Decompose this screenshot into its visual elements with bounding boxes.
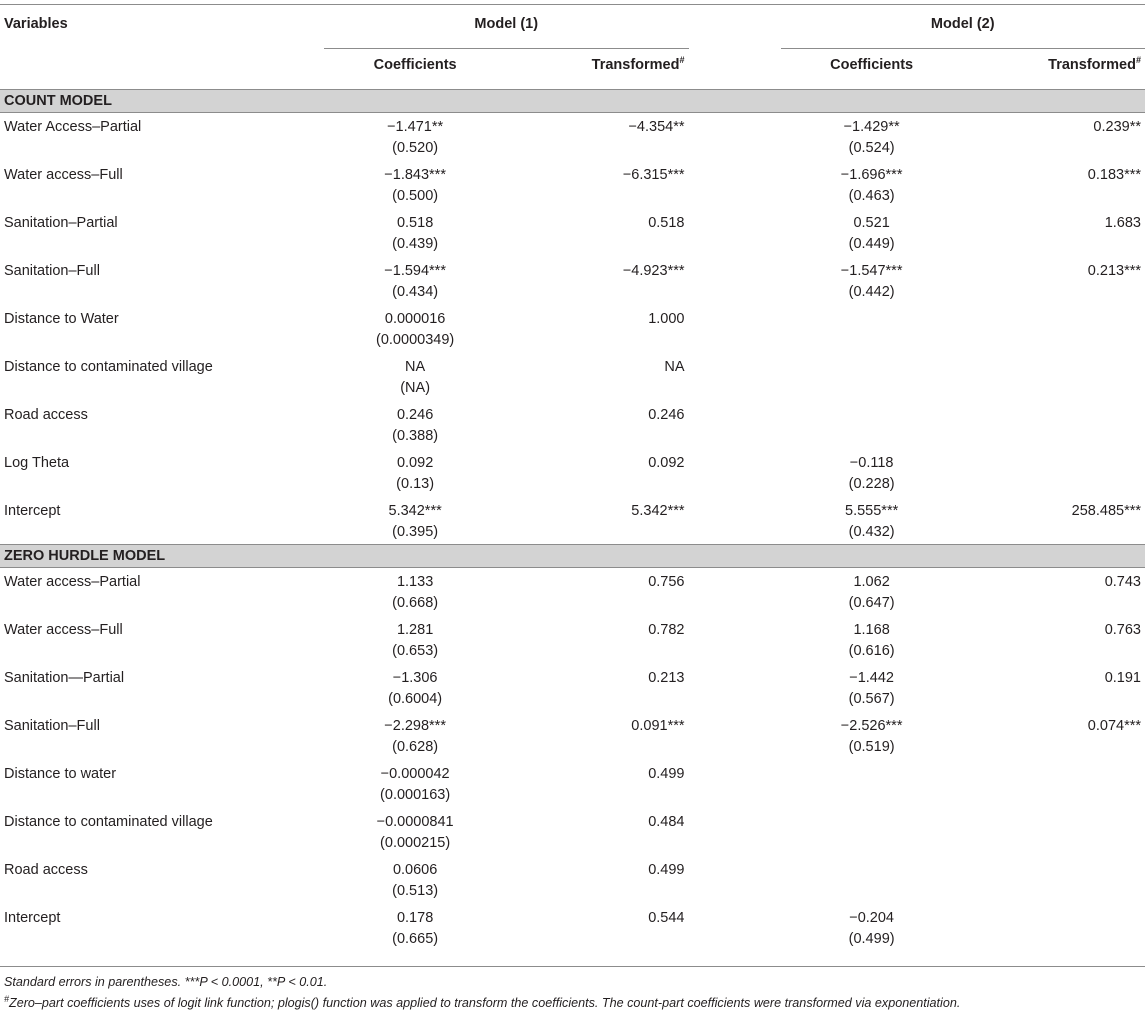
table-row bbox=[0, 209, 1145, 257]
m2-coefficient: 1.168 (0.616) bbox=[781, 616, 963, 664]
m1-coefficient: 1.281 (0.653) bbox=[324, 616, 506, 664]
m1-coefficient: 0.518 (0.439) bbox=[324, 209, 506, 257]
m1-coefficient: −0.0000841 (0.000215) bbox=[324, 808, 506, 856]
m1-transformed: 0.499 bbox=[506, 856, 688, 904]
variable-name: Distance to water bbox=[0, 760, 324, 808]
m2-coefficient bbox=[781, 305, 963, 353]
m2-transformed bbox=[963, 808, 1145, 856]
variable-name: Sanitation–Full bbox=[0, 257, 324, 305]
m1-coefficient: −1.471** (0.520) bbox=[324, 113, 506, 161]
m1-transformed: 0.518 bbox=[506, 209, 688, 257]
m2-transformed: 0.743 bbox=[963, 568, 1145, 616]
m2-coefficient bbox=[781, 353, 963, 401]
m1-transformed: 0.091*** bbox=[506, 712, 688, 760]
variable-name: Water access–Full bbox=[0, 616, 324, 664]
m2-coefficient: −2.526*** (0.519) bbox=[781, 712, 963, 760]
m1-coefficient: −1.306 (0.6004) bbox=[324, 664, 506, 712]
m2-coefficient bbox=[781, 401, 963, 449]
m2-coefficient: 0.521 (0.449) bbox=[781, 209, 963, 257]
m2-transformed: 0.074*** bbox=[963, 712, 1145, 760]
m1-transformed: 0.499 bbox=[506, 760, 688, 808]
model2-header: Model (2) bbox=[781, 5, 1145, 49]
variable-name: Log Theta bbox=[0, 449, 324, 497]
variable-name: Sanitation—Partial bbox=[0, 664, 324, 712]
m2-transformed: 0.763 bbox=[963, 616, 1145, 664]
m1-transformed: 0.756 bbox=[506, 568, 688, 616]
table-footnotes bbox=[4, 972, 1140, 1014]
m1-coefficient: −1.594*** (0.434) bbox=[324, 257, 506, 305]
m1-coefficient: −2.298*** (0.628) bbox=[324, 712, 506, 760]
m2-coefficient: −0.204 (0.499) bbox=[781, 904, 963, 952]
m1-coefficient: 0.178 (0.665) bbox=[324, 904, 506, 952]
regression-table bbox=[0, 4, 1145, 967]
table-row bbox=[0, 568, 1145, 616]
m2-coefficient: 1.062 (0.647) bbox=[781, 568, 963, 616]
m2-coefficient: −1.442 (0.567) bbox=[781, 664, 963, 712]
count-model-section bbox=[0, 90, 1145, 545]
table-row bbox=[0, 497, 1145, 545]
m2-transformed: 0.191 bbox=[963, 664, 1145, 712]
table-row bbox=[0, 449, 1145, 497]
m1-coefficient: 0.000016 (0.0000349) bbox=[324, 305, 506, 353]
m2-coefficient: 5.555*** (0.432) bbox=[781, 497, 963, 545]
variable-name: Water access–Full bbox=[0, 161, 324, 209]
variable-name: Sanitation–Full bbox=[0, 712, 324, 760]
table-row bbox=[0, 664, 1145, 712]
m1-coefficient: 5.342*** (0.395) bbox=[324, 497, 506, 545]
m1-transformed: 0.092 bbox=[506, 449, 688, 497]
m2-transformed bbox=[963, 856, 1145, 904]
m1-coefficient: 0.246 (0.388) bbox=[324, 401, 506, 449]
footnote-significance: Standard errors in parentheses. ***P < 0.0001, **P < 0.01. bbox=[4, 972, 1140, 993]
header-row-columns bbox=[0, 49, 1145, 90]
m1-transformed: 1.000 bbox=[506, 305, 688, 353]
table-row bbox=[0, 760, 1145, 808]
table-row bbox=[0, 616, 1145, 664]
m2-coefficients-header: Coefficients bbox=[781, 49, 963, 90]
m2-coefficient bbox=[781, 856, 963, 904]
variable-name: Water access–Partial bbox=[0, 568, 324, 616]
m2-transformed: 258.485*** bbox=[963, 497, 1145, 545]
table-row bbox=[0, 257, 1145, 305]
m2-transformed: 0.239** bbox=[963, 113, 1145, 161]
section-header-count: COUNT MODEL bbox=[0, 90, 1145, 113]
m1-transformed: NA bbox=[506, 353, 688, 401]
m1-coefficient: 0.0606 (0.513) bbox=[324, 856, 506, 904]
m1-transformed: 5.342*** bbox=[506, 497, 688, 545]
m1-transformed: 0.782 bbox=[506, 616, 688, 664]
table-row bbox=[0, 808, 1145, 856]
table-row bbox=[0, 353, 1145, 401]
model1-header: Model (1) bbox=[324, 5, 689, 49]
variable-name: Distance to Water bbox=[0, 305, 324, 353]
variable-name: Sanitation–Partial bbox=[0, 209, 324, 257]
m2-transformed bbox=[963, 353, 1145, 401]
m2-coefficient: −1.429** (0.524) bbox=[781, 113, 963, 161]
m2-transformed: 1.683 bbox=[963, 209, 1145, 257]
m2-coefficient bbox=[781, 808, 963, 856]
table-bottom-rule bbox=[0, 952, 1145, 967]
table-row bbox=[0, 305, 1145, 353]
m2-transformed bbox=[963, 401, 1145, 449]
variables-header: Variables bbox=[0, 5, 324, 49]
footnote-transform: #Zero–part coefficients uses of logit link function; plogis() function was applied to transform the coefficients. The count-part coefficients were transformed via exponentiation. bbox=[4, 993, 1140, 1014]
m1-transformed: 0.544 bbox=[506, 904, 688, 952]
m1-coefficient: 0.092 (0.13) bbox=[324, 449, 506, 497]
variable-name: Road access bbox=[0, 856, 324, 904]
table-row bbox=[0, 113, 1145, 161]
m1-transformed: 0.484 bbox=[506, 808, 688, 856]
m1-coefficients-header: Coefficients bbox=[324, 49, 506, 90]
m2-coefficient: −0.118 (0.228) bbox=[781, 449, 963, 497]
table-row bbox=[0, 856, 1145, 904]
m2-transformed: 0.213*** bbox=[963, 257, 1145, 305]
table-row bbox=[0, 161, 1145, 209]
m1-transformed-header: Transformed# bbox=[506, 49, 688, 90]
header-row-models bbox=[0, 5, 1145, 49]
variable-name: Intercept bbox=[0, 904, 324, 952]
m1-transformed: −4.354** bbox=[506, 113, 688, 161]
section-header-zero: ZERO HURDLE MODEL bbox=[0, 545, 1145, 568]
table-row bbox=[0, 904, 1145, 952]
m1-transformed: 0.213 bbox=[506, 664, 688, 712]
variable-name: Distance to contaminated village bbox=[0, 353, 324, 401]
zero-hurdle-section bbox=[0, 545, 1145, 952]
m2-transformed bbox=[963, 305, 1145, 353]
variable-name: Road access bbox=[0, 401, 324, 449]
m1-transformed: −6.315*** bbox=[506, 161, 688, 209]
m1-coefficient: NA (NA) bbox=[324, 353, 506, 401]
m2-transformed bbox=[963, 449, 1145, 497]
m2-coefficient bbox=[781, 760, 963, 808]
m1-transformed: 0.246 bbox=[506, 401, 688, 449]
m2-transformed bbox=[963, 760, 1145, 808]
m2-coefficient: −1.547*** (0.442) bbox=[781, 257, 963, 305]
m1-transformed: −4.923*** bbox=[506, 257, 688, 305]
variable-name: Intercept bbox=[0, 497, 324, 545]
variable-name: Water Access–Partial bbox=[0, 113, 324, 161]
m1-coefficient: −0.000042 (0.000163) bbox=[324, 760, 506, 808]
table-row bbox=[0, 401, 1145, 449]
m2-transformed-header: Transformed# bbox=[963, 49, 1145, 90]
m2-transformed: 0.183*** bbox=[963, 161, 1145, 209]
table-row bbox=[0, 712, 1145, 760]
variable-name: Distance to contaminated village bbox=[0, 808, 324, 856]
m1-coefficient: −1.843*** (0.500) bbox=[324, 161, 506, 209]
m2-transformed bbox=[963, 904, 1145, 952]
m1-coefficient: 1.133 (0.668) bbox=[324, 568, 506, 616]
m2-coefficient: −1.696*** (0.463) bbox=[781, 161, 963, 209]
